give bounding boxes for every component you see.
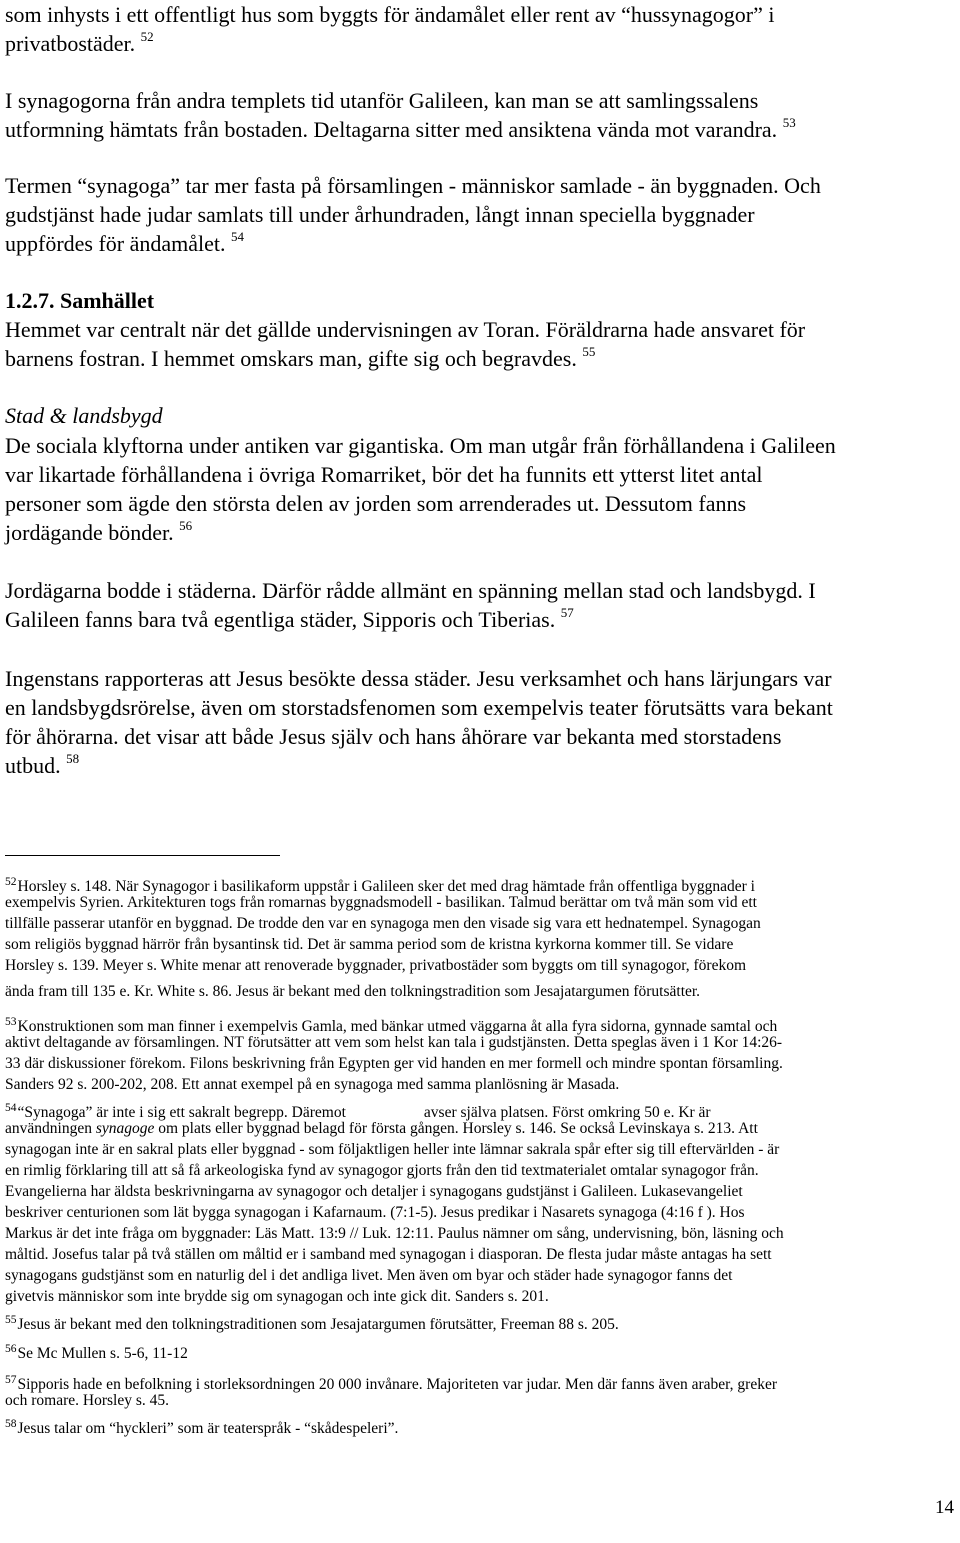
footnote-55-line1 bbox=[5, 1310, 619, 1335]
footnote-ref-56[interactable]: 56 bbox=[179, 518, 193, 533]
footnote-ref-55[interactable]: 55 bbox=[582, 344, 596, 359]
footnote-56-mark: 56 bbox=[5, 1343, 17, 1355]
footnote-57-line2: och romare. Horsley s. 45. bbox=[5, 1392, 169, 1409]
p7-line1: Ingenstans rapporteras att Jesus besökte dessa städer. Jesu verksamhet och hans lärjungars var bbox=[5, 666, 832, 691]
footnote-56-text1: Se Mc Mullen s. 5-6, 11-12 bbox=[17, 1345, 188, 1362]
p3-line3-text: uppfördes för ändamålet. bbox=[5, 231, 226, 256]
footnote-57-mark: 57 bbox=[5, 1374, 17, 1386]
p7-line4-text: utbud. bbox=[5, 753, 61, 778]
footnote-53-line3: 33 där diskussioner förekom. Filons beskrivning från Egypten ger vid handen en mer formell och mindre spontan församling. bbox=[5, 1055, 783, 1072]
footnote-54-text2b: om plats eller byggnad belagd för första gången. Horsley s. 146. Se också Levinskaya s. 213. Att bbox=[154, 1120, 758, 1137]
footnote-58-text1: Jesus talar om “hyckleri” som är teaterspråk - “skådespeleri”. bbox=[17, 1420, 399, 1437]
footnote-54-line8: måltid. Josefus talar på två ställen om måltid er i samband med synagogan i diasporan. De flesta judar måste antagas ha sett bbox=[5, 1246, 772, 1263]
p3-line2: gudstjänst hade judar samlats till under århundraden, långt innan speciella byggnader bbox=[5, 202, 755, 227]
footnote-56-line1 bbox=[5, 1339, 188, 1364]
p5-line4 bbox=[5, 518, 192, 548]
section-number: 1.2.7. bbox=[5, 288, 55, 313]
p1-line1: som inhysts i ett offentligt hus som byggts för ändamålet eller rent av “hussynagogor” i bbox=[5, 2, 775, 27]
footnote-58-line1 bbox=[5, 1414, 398, 1439]
section-title: Samhället bbox=[60, 288, 155, 313]
section-heading bbox=[5, 286, 154, 316]
p5-line1: De sociala klyftorna under antiken var gigantiska. Om man utgår från förhållandena i Galileen bbox=[5, 433, 836, 458]
p2-line2-text: utformning hämtats från bostaden. Deltagarna sitter med ansiktena vända mot varandra. bbox=[5, 117, 778, 142]
p5-line4-text: jordägande bönder. bbox=[5, 520, 174, 545]
p4-line1: Hemmet var centralt när det gällde undervisningen av Toran. Föräldrarna hade ansvaret för bbox=[5, 317, 806, 342]
footnote-54-greek-term: synagoge bbox=[95, 1120, 155, 1137]
footnote-52-line5: Horsley s. 139. Meyer s. White menar att renoverade byggnader, privatbostäder som byggts om till synagogor, förekom bbox=[5, 957, 747, 974]
footnote-58-mark: 58 bbox=[5, 1418, 17, 1430]
p1-line2 bbox=[5, 29, 154, 59]
footnote-54-line5: Evangelierna har äldsta beskrivningarna av synagogor och detaljer i synagogans gudstjänst i Galileen. Lukasevangeliet bbox=[5, 1183, 743, 1200]
footnote-52-text1: Horsley s. 148. När Synagogor i basilikaform uppstår i Galileen sker det med drag hämtade från offentliga byggnader i bbox=[17, 878, 755, 895]
footnote-separator bbox=[5, 855, 280, 856]
p5-line2: var likartade förhållandena i övriga Romarriket, bör det ha funnits ett ytterst litet antal bbox=[5, 462, 763, 487]
p1-line2-text: privatbostäder. bbox=[5, 31, 136, 56]
p6-line2 bbox=[5, 605, 574, 635]
footnote-ref-53[interactable]: 53 bbox=[782, 115, 796, 130]
footnote-54-mark: 54 bbox=[5, 1102, 17, 1114]
p4-line2-text: barnens fostran. I hemmet omskars man, gifte sig och begravdes. bbox=[5, 346, 577, 371]
page-number: 14 bbox=[935, 1497, 954, 1518]
footnote-54-text1b: avser själva platsen. Först omkring 50 e. Kr är bbox=[423, 1104, 711, 1121]
footnote-ref-54[interactable]: 54 bbox=[231, 229, 245, 244]
p3-line1: Termen “synagoga” tar mer fasta på församlingen - människor samlade - än byggnaden. Och bbox=[5, 173, 821, 198]
p7-line2: en landsbygdsrörelse, även om storstadsfenomen som exempelvis teater förutsätts vara bekant bbox=[5, 695, 833, 720]
footnote-53-mark: 53 bbox=[5, 1016, 17, 1028]
footnote-52-line4: som religiös byggnad härrör från bysantinsk tid. Det är samma period som de kristna kyrkorna kommer till. Se vidare bbox=[5, 936, 734, 953]
p7-line4 bbox=[5, 751, 79, 781]
p6-line1: Jordägarna bodde i städerna. Därför rådde allmänt en spänning mellan stad och landsbygd. I bbox=[5, 578, 816, 603]
footnote-53-line4: Sanders 92 s. 200-202, 208. Ett annat exempel på en synagoga med samma planlösning är Masada. bbox=[5, 1076, 620, 1093]
footnote-54-line2 bbox=[5, 1119, 758, 1139]
footnote-54-text1a: “Synagoga” är inte i sig ett sakralt begrepp. Däremot bbox=[17, 1104, 346, 1121]
footnote-ref-57[interactable]: 57 bbox=[560, 605, 574, 620]
footnote-54-line3: synagogan inte är en sakral plats eller byggnad - som följaktligen heller inte lämnar sakrala spår efter sig till eftervärlden - är bbox=[5, 1141, 780, 1158]
footnote-54-text2a: användningen bbox=[5, 1120, 96, 1137]
footnote-52-line3: tillfälle passerar utanför en byggnad. De trodde den var en synagoga men den visade sig vara ett hednatempel. Synagogan bbox=[5, 915, 761, 932]
subheading: Stad & landsbygd bbox=[5, 403, 163, 428]
p7-line3: för åhörarna. det visar att både Jesus själv och hans åhörare var bekanta med storstadens bbox=[5, 724, 782, 749]
footnote-54-line6: beskriver centurionen som lät bygga synagogan i Kafarnaum. (7:1-5). Jesus predikar i Nasarets synagoga (4:16 f ). Hos bbox=[5, 1204, 745, 1221]
footnote-55-mark: 55 bbox=[5, 1314, 17, 1326]
footnote-55-text1: Jesus är bekant med den tolkningstraditionen som Jesajatargumen förutsätter, Freeman 88 s. 205. bbox=[17, 1316, 619, 1333]
footnote-54-line7: Markus är det inte fråga om byggnader: Läs Matt. 13:9 // Luk. 12:11. Paulus nämner om sång, undervisning, bön, läsning och bbox=[5, 1225, 784, 1242]
footnote-ref-52[interactable]: 52 bbox=[140, 29, 154, 44]
footnote-ref-58[interactable]: 58 bbox=[66, 751, 80, 766]
footnote-54-line4: en rimlig förklaring till att så få arkeologiska fynd av synagogor gjorts från den tid textmaterialet omtalar synagogor från. bbox=[5, 1162, 759, 1179]
footnote-52-line2: exempelvis Syrien. Arkitekturen togs från romarnas byggnadsmodell - basilikan. Talmud berättar om två män som vid ett bbox=[5, 894, 757, 911]
footnote-54-line10: givetvis människor som inte brydde sig om synagogan och inte gick dit. Sanders s. 201. bbox=[5, 1288, 549, 1305]
p3-line3 bbox=[5, 229, 244, 259]
p2-line1: I synagogorna från andra templets tid utanför Galileen, kan man se att samlingssalens bbox=[5, 88, 759, 113]
footnote-52-mark: 52 bbox=[5, 876, 17, 888]
footnote-53-text1: Konstruktionen som man finner i exempelvis Gamla, med bänkar utmed väggarna åt alla fyra sidorna, gynnade samtal och bbox=[17, 1018, 778, 1035]
footnote-54-line9: synagogans gudstjänst som en naturlig del i det andliga livet. Men även om byar och städer hade synagogor fanns det bbox=[5, 1267, 733, 1284]
footnote-57-text1: Sipporis hade en befolkning i storleksordningen 20 000 invånare. Majoriteten var judar. Men där fanns även araber, greker bbox=[17, 1376, 777, 1393]
footnote-53-line2: aktivt deltagande av församlingen. NT förutsätter att vem som helst kan tala i gudstjänsten. Detta speglas även i 1 Kor 14:26- bbox=[5, 1034, 783, 1051]
p2-line2 bbox=[5, 115, 796, 145]
p6-line2-text: Galileen fanns bara två egentliga städer, Sipporis och Tiberias. bbox=[5, 607, 556, 632]
p5-line3: personer som ägde den största delen av jorden som arrenderades ut. Dessutom fanns bbox=[5, 491, 747, 516]
footnote-52-line6: ända fram till 135 e. Kr. White s. 86. Jesus är bekant med den tolkningstradition som Jesajatargumen förutsätter. bbox=[5, 983, 701, 1000]
p4-line2 bbox=[5, 344, 595, 374]
